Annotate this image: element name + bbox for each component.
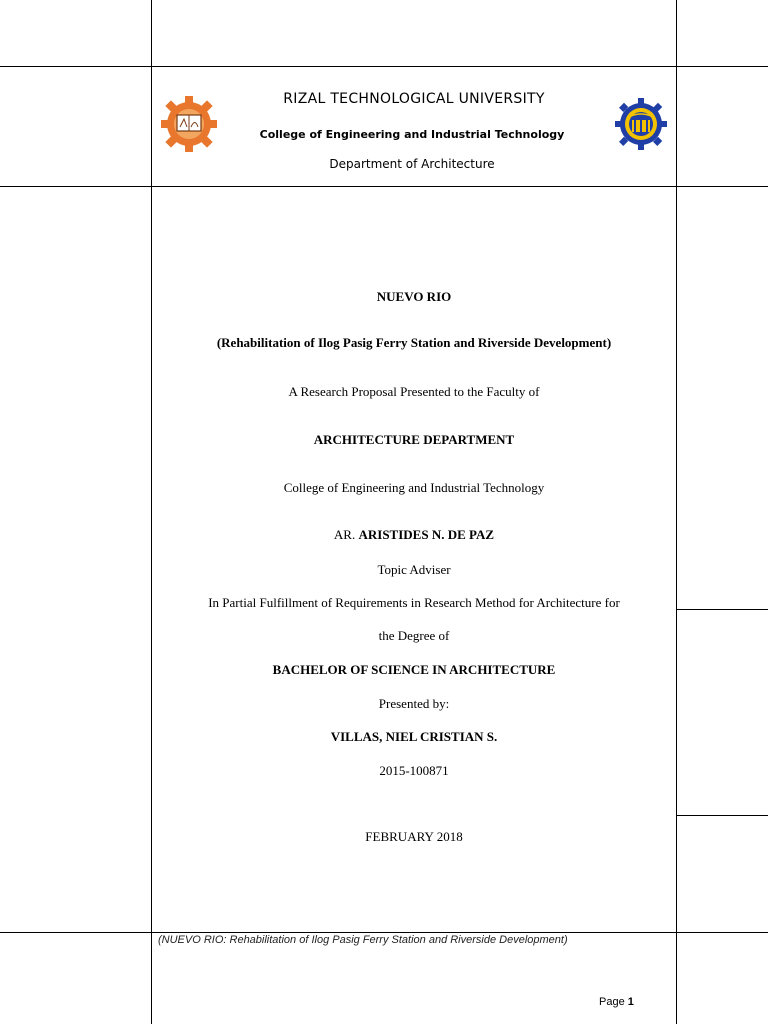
letterhead [152, 67, 676, 186]
right-margin-rule [676, 0, 677, 1024]
engineering-seal-icon [613, 96, 669, 152]
project-title: NUEVO RIO [376, 289, 452, 304]
faculty-name: ARCHITECTURE DEPARTMENT [313, 432, 515, 447]
adviser-name: ARISTIDES N. DE PAZ [358, 527, 495, 542]
college-name-body: College of Engineering and Industrial Technology [283, 480, 545, 495]
degree-name: BACHELOR OF SCIENCE IN ARCHITECTURE [272, 662, 556, 677]
fulfillment-line-2: the Degree of [378, 628, 450, 643]
page-label: Page [599, 996, 625, 1008]
adviser-line [152, 527, 676, 543]
running-footer-title: (NUEVO RIO: Rehabilitation of Ilog Pasig Ferry Station and Riverside Development) [158, 934, 568, 946]
presented-by-label: Presented by: [378, 696, 450, 711]
header-bottom-rule [0, 186, 768, 187]
department-name: Department of Architecture [329, 157, 495, 171]
university-name: RIZAL TECHNOLOGICAL UNIVERSITY [283, 91, 545, 107]
fulfillment-line-1: In Partial Fulfillment of Requirements in Research Method for Architecture for [208, 595, 620, 610]
footer-rule [0, 932, 768, 933]
adviser-prefix: AR. [333, 527, 356, 542]
college-name-header: College of Engineering and Industrial Technology [259, 128, 565, 141]
page-number-value: 1 [627, 996, 634, 1008]
project-subtitle: (Rehabilitation of Ilog Pasig Ferry Station and Riverside Development) [216, 335, 612, 350]
submission-date: FEBRUARY 2018 [365, 829, 463, 844]
right-tick-rule-lower [676, 815, 768, 816]
page-number [599, 996, 634, 1008]
presented-to-line: A Research Proposal Presented to the Faculty of [288, 384, 540, 399]
author-name: VILLAS, NIEL CRISTIAN S. [330, 729, 498, 744]
adviser-role: Topic Adviser [377, 562, 451, 577]
student-number: 2015-100871 [379, 763, 449, 778]
right-tick-rule-upper [676, 609, 768, 610]
